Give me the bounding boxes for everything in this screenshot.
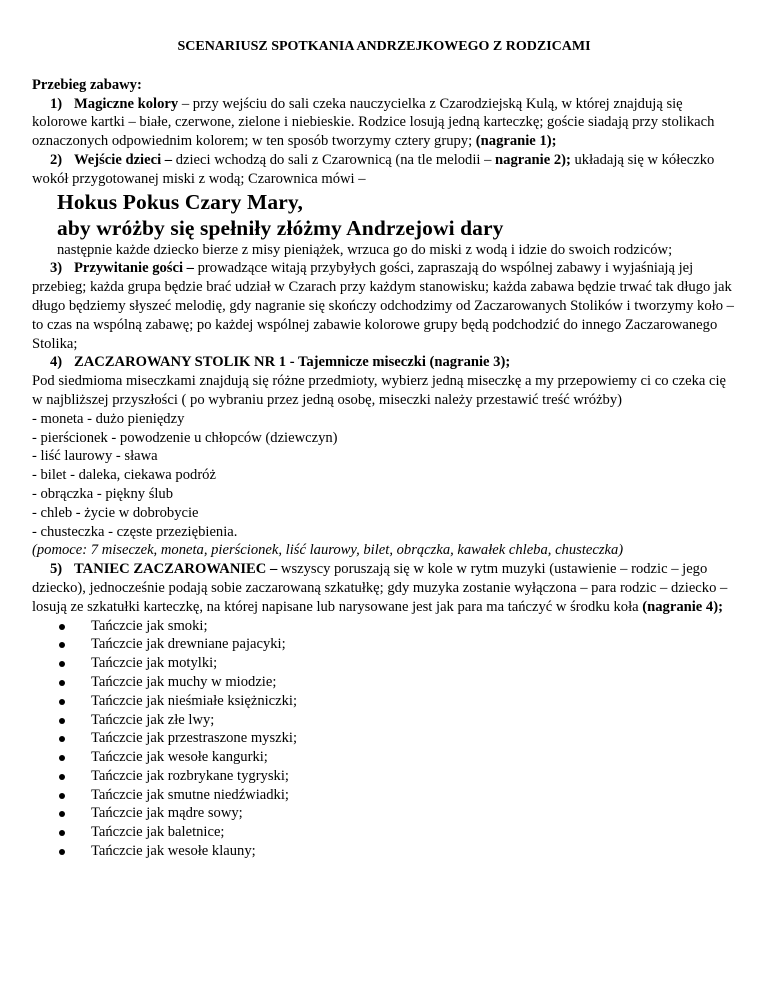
fortune-item: - pierścionek - powodzenie u chłopców (dziewczyn) <box>32 429 338 446</box>
dance-list <box>32 617 736 861</box>
item-4-heading-line <box>32 353 736 372</box>
section-heading: Przebieg zabawy: <box>32 76 142 93</box>
item-2-number: 2) <box>50 151 63 168</box>
bullet-icon <box>59 718 65 724</box>
dance-item: Tańczcie jak rozbrykane tygryski; <box>32 767 736 786</box>
item-2-text-end: układają się w kółeczko wokół przygotowanej miski z wodą; Czarownica mówi – <box>32 151 715 187</box>
dance-item: Tańczcie jak smutne niedźwiadki; <box>32 786 736 805</box>
spell-line-2: aby wróżby się spełniły złóżmy Andrzejowi dary <box>57 215 504 240</box>
item-2-text: dzieci wchodzą do sali z Czarownicą (na tle melodii – <box>172 151 496 168</box>
item-1-text: – przy wejściu do sali czeka nauczycielka z Czarodziejską Kulą, w której znajdują się kolorowe kartki – białe, czerwone, zielone i niebieskie. Rodzice losują jedną karteczkę; goście siadają przy stolikach oznaczonych odpowiednim kolorem; w ten sposób tworzymy cztery grupy; <box>32 95 715 150</box>
bullet-icon <box>59 755 65 761</box>
fortune-item: - bilet - daleka, ciekawa podróż <box>32 467 216 484</box>
dance-item: Tańczcie jak muchy w miodzie; <box>32 673 736 692</box>
bullet-icon <box>59 624 65 630</box>
item-1-recording: (nagranie 1); <box>475 133 557 150</box>
item-5-heading: TANIEC ZACZAROWANIEC – <box>74 561 278 578</box>
item-5-recording: (nagranie 4); <box>642 598 723 615</box>
dance-item: Tańczcie jak wesołe kangurki; <box>32 748 736 767</box>
item-5-text: wszyscy poruszają się w kole w rytm muzyki (ustawienie – rodzic – jego dziecko), jednocześnie podają sobie zaczarowaną szkatułkę; gdy muzyka zostanie wyłączona – para rodzic – dziecko – losują ze szkatułki karteczkę, na której napisane lub narysowane jest jak para ma tańczyć w środku koła <box>32 561 728 615</box>
dance-item: Tańczcie jak mądre sowy; <box>32 804 736 823</box>
bullet-icon <box>59 830 65 836</box>
item-4-text: Pod siedmioma miseczkami znajdują się różne przedmioty, wybierz jedną miseczkę a my przepowiemy ci co czeka cię w najbliższej przyszłości ( po wybraniu przez jedną osobę, miseczki należy przestawić treść wróżby) <box>32 373 727 408</box>
fortune-item: - chleb - życie w dobrobycie <box>32 504 199 521</box>
bullet-icon <box>59 699 65 705</box>
item-1-heading: Magiczne kolory <box>74 95 179 112</box>
after-spell-text: następnie każde dziecko bierze z misy pieniążek, wrzuca go do miski z wodą i idzie do swoich rodziców; <box>57 241 673 258</box>
item-3-number: 3) <box>50 260 63 277</box>
item-4-number: 4) <box>50 354 63 371</box>
item-5-number: 5) <box>50 561 63 578</box>
document-title: SCENARIUSZ SPOTKANIA ANDRZEJKOWEGO Z RODZICAMI <box>177 39 591 54</box>
item-5 <box>32 560 736 616</box>
item-1-number: 1) <box>50 95 63 112</box>
item-2-recording: nagranie 2); <box>495 151 571 168</box>
bullet-icon <box>59 661 65 667</box>
fortune-item: - moneta - dużo pieniędzy <box>32 410 185 427</box>
fortune-item: - obrączka - piękny ślub <box>32 485 174 502</box>
dance-item: Tańczcie jak nieśmiałe księżniczki; <box>32 692 736 711</box>
fortune-list <box>32 410 736 542</box>
item-2-heading: Wejście dzieci – <box>74 151 173 168</box>
dance-item: Tańczcie jak motylki; <box>32 654 736 673</box>
aids-note: (pomoce: 7 miseczek, moneta, pierścionek, liść laurowy, bilet, obrączka, kawałek chleba, chusteczka) <box>32 542 624 559</box>
bullet-icon <box>59 811 65 817</box>
spell-line-1: Hokus Pokus Czary Mary, <box>57 189 303 214</box>
bullet-icon <box>59 680 65 686</box>
bullet-icon <box>59 849 65 855</box>
bullet-icon <box>59 793 65 799</box>
bullet-icon <box>59 736 65 742</box>
item-3-heading: Przywitanie gości – <box>74 260 194 277</box>
item-2 <box>32 151 736 189</box>
dance-item: Tańczcie jak smoki; <box>32 617 736 636</box>
fortune-item: - chusteczka - częste przeziębienia. <box>32 523 238 540</box>
dance-item: Tańczcie jak baletnice; <box>32 823 736 842</box>
dance-item: Tańczcie jak drewniane pajacyki; <box>32 635 736 654</box>
item-1 <box>32 95 736 151</box>
bullet-icon <box>59 642 65 648</box>
item-4-heading: ZACZAROWANY STOLIK NR 1 - Tajemnicze miseczki (nagranie 3); <box>74 354 511 371</box>
dance-item: Tańczcie jak przestraszone myszki; <box>32 729 736 748</box>
document-page <box>32 38 736 861</box>
dance-item: Tańczcie jak wesołe klauny; <box>32 842 736 861</box>
item-3-text: prowadzące witają przybyłych gości, zapraszają do wspólnej zabawy i wyjaśniają jej przebieg; każda grupa będzie brać udział w Czarach przy każdym stanowisku; każda zabawa będzie trwać tak długo jak długo będziemy słyszeć melodię, gdy nagranie się skończy odchodzimy od Zaczarowanych Stolików i tworzymy koło – to czas na wspólną zabawę; po każdej wspólnej zabawie kolorowe grupy będą podchodzić do innego Zaczarowanego Stolika; <box>32 260 734 352</box>
bullet-icon <box>59 774 65 780</box>
item-3 <box>32 259 736 353</box>
dance-item: Tańczcie jak złe lwy; <box>32 711 736 730</box>
fortune-item: - liść laurowy - sława <box>32 448 158 465</box>
